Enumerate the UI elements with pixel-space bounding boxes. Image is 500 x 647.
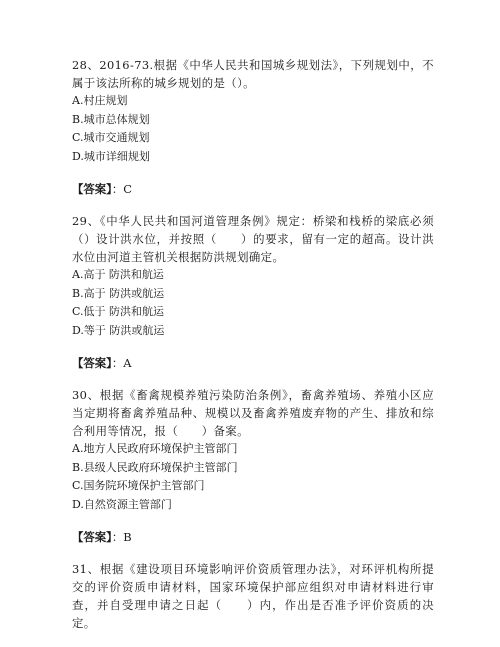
option-d: D.等于 防洪或航运	[72, 323, 165, 337]
option-b: B.县级人民政府环境保护主管部门	[72, 460, 238, 474]
answer-label: 【答案】	[72, 356, 112, 370]
question-stem: 28、2016-73.根据《中华人民共和国城乡规划法》，下列规划中，不属于该法所称的城乡规划的是（）。	[72, 58, 434, 90]
option-c: C.国务院环境保护主管部门	[72, 479, 205, 492]
option-a: A.高于 防洪和航运	[72, 268, 164, 281]
option-d: D.城市详细规划	[72, 149, 150, 163]
option-a: A.地方人民政府环境保护主管部门	[72, 442, 238, 455]
answer-line	[72, 528, 434, 546]
option-b: B.高于 防洪或航运	[72, 286, 165, 300]
answer-value: ：C	[111, 182, 132, 196]
question-stem: 29、《中华人民共和国河道管理条例》规定：桥梁和栈桥的梁底必须（）设计洪水位，并按照（ ）的要求，留有一定的超高。设计洪水位由河道主管机关根据防洪规划确定。	[72, 214, 434, 264]
option-a: A.村庄规划	[72, 94, 128, 107]
answer-line	[72, 180, 434, 198]
question-stem: 30、根据《畜禽规模养殖污染防治条例》，畜禽养殖场、养殖小区应当定期将畜禽养殖品种、规模以及畜禽养殖废弃物的产生、排放和综合利用等情况，报（ ）备案。	[72, 388, 434, 438]
answer-value: ：A	[111, 356, 132, 370]
exam-page	[72, 56, 434, 632]
option-d: D.自然资源主管部门	[72, 497, 172, 511]
answer-label: 【答案】	[72, 182, 112, 196]
answer-value: ：B	[111, 530, 132, 544]
question-28	[72, 56, 434, 212]
option-c: C.城市交通规划	[72, 131, 150, 144]
option-c: C.低于 防洪和航运	[72, 305, 165, 318]
question-31	[72, 560, 434, 632]
answer-line	[72, 354, 434, 372]
question-stem: 31、根据《建设项目环境影响评价资质管理办法》，对环评机构所提交的评价资质申请材料，国家环境保护部应组织对申请材料进行审查，并自受理申请之日起（ ）内，作出是否准予评价资质的决定。	[72, 562, 434, 630]
question-29	[72, 212, 434, 386]
answer-label: 【答案】	[72, 530, 112, 544]
question-30	[72, 386, 434, 560]
option-b: B.城市总体规划	[72, 112, 150, 126]
